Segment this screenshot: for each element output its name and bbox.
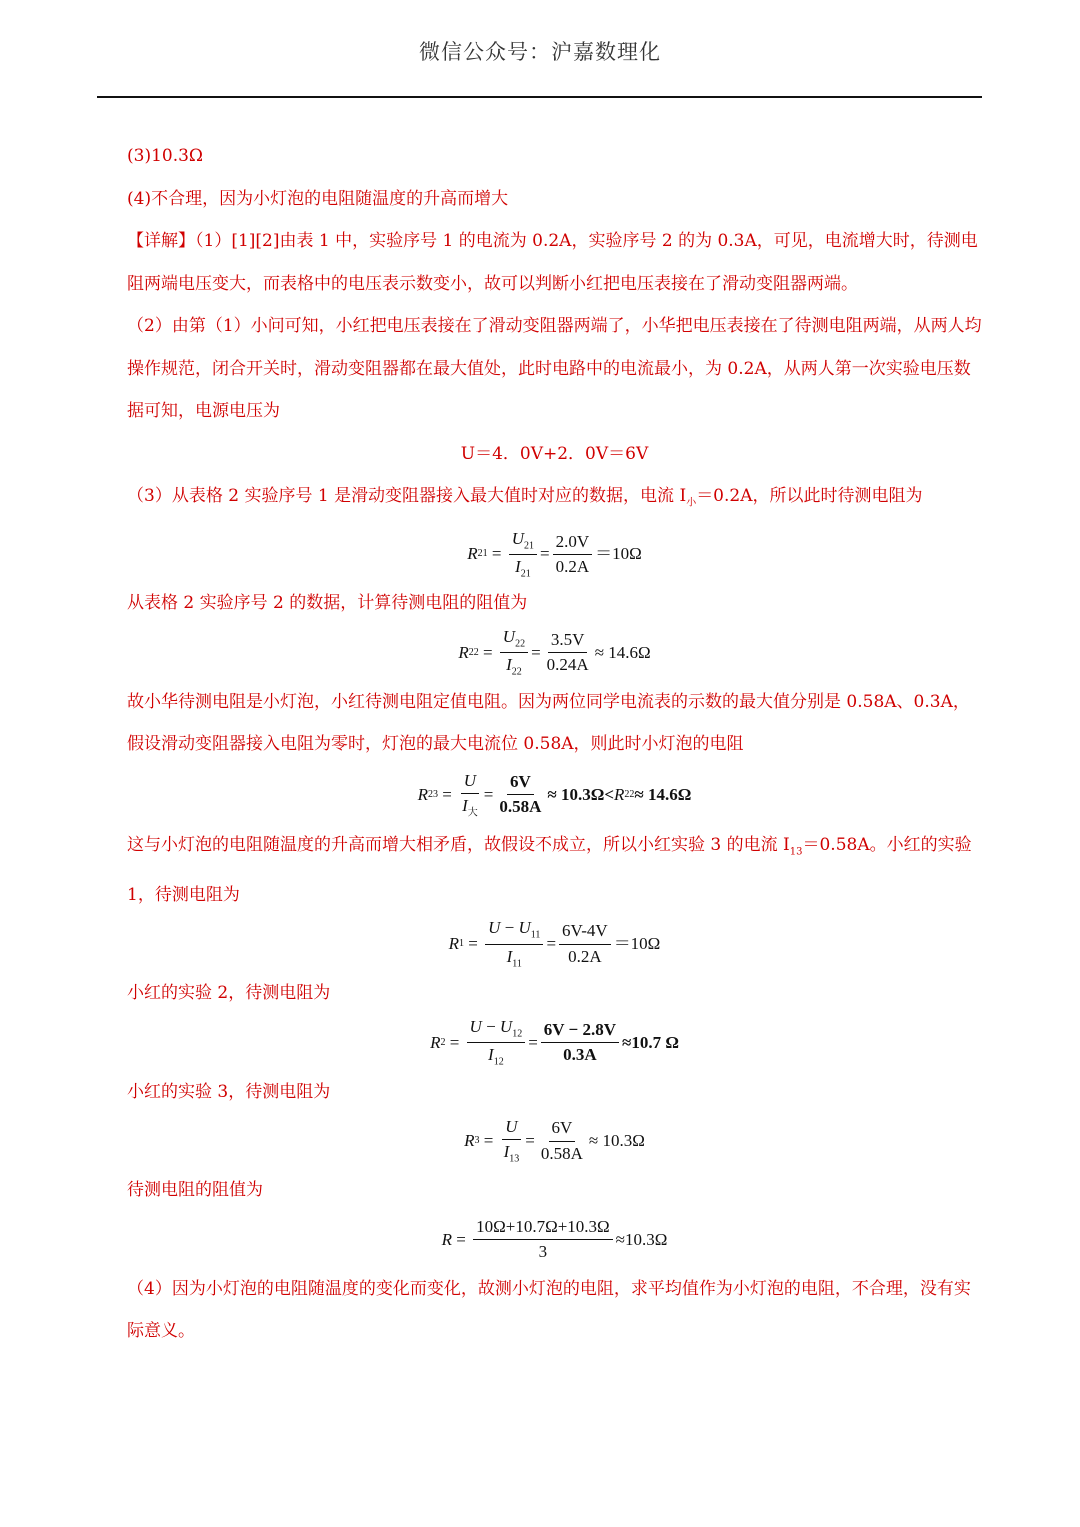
header-divider bbox=[97, 96, 982, 98]
eq-r3-result: ≈ 10.3Ω bbox=[588, 1131, 645, 1151]
detail-part-4: （4）因为小灯泡的电阻随温度的变化而变化，故测小灯泡的电阻，求平均值作为小灯泡的电阻，不合理，没有实际意义。 bbox=[127, 1278, 971, 1342]
eq-r1-frac-symbolic: $\frac{U - U_{11}}{I_{11}}$ bbox=[485, 918, 543, 970]
page-header: 微信公众号：沪嘉数理化 bbox=[419, 40, 661, 64]
equation-r21: R 21 = $\frac{U_{21}}{I_{21}}$ = $\frac{2.0V}{0.2A}$ ＝10Ω bbox=[467, 528, 642, 580]
eq-r21-lhs-sub: 21 bbox=[477, 548, 488, 560]
eq-r22-result: ≈ 14.6Ω bbox=[594, 642, 651, 662]
detail-part-2: （2）由第（1）小问可知，小红把电压表接在了滑动变阻器两端了，小华把电压表接在了待测电阻两端，从两人均操作规范，闭合开关时，滑动变阻器都在最大值处，此时电路中的电流最小，为 0.2A，从两人第一次实验电压数据可知，电源电压为 bbox=[127, 316, 982, 421]
eq-r21-lhs: R bbox=[467, 544, 478, 564]
eq-r2-frac-symbolic: $\frac{U - U_{12}}{I_{12}}$ bbox=[467, 1017, 526, 1069]
detail-part-3a bbox=[127, 475, 982, 525]
eq-r2-result: ≈10.7 Ω bbox=[621, 1032, 679, 1052]
detail-part-3e: 这与小灯泡的电阻随温度的升高而增大相矛盾，故假设不成立，所以小红实验 3 的电流 $I_{13}=0.58A$。小红的实验 1，待测电阻为 bbox=[127, 834, 972, 905]
eq-r2-frac-values: $\frac{6V - 2.8V}{0.3A}$ bbox=[541, 1020, 619, 1066]
detail-part-3h: 待测电阻的阻值为 bbox=[127, 1180, 263, 1201]
eq-r23-frac-symbolic: $\frac{U}{I_大}$ bbox=[462, 770, 478, 819]
detail-3a-sub: 小 bbox=[686, 496, 697, 508]
equation-r22: R 22 = $\frac{U_{22}}{I_{22}}$ = $\frac{3.5V}{0.24A}$ ≈ 14.6Ω bbox=[458, 627, 651, 678]
detail-3a-text: （3）从表格 2 实验序号 1 是滑动变阻器接入最大值时对应的数据，电流 I bbox=[127, 485, 687, 506]
equation-r3: R 3 = $\frac{U}{I_{13}}$ = $\frac{6V}{0.58A}$ ≈ 10.3Ω bbox=[464, 1116, 645, 1165]
eq-r22-frac-values: $\frac{3.5V}{0.24A}$ bbox=[546, 630, 589, 675]
eq-r21-frac-symbolic: $\frac{U_{21}}{I_{21}}$ bbox=[509, 529, 537, 581]
answer-4: (4)不合理，因为小灯泡的电阻随温度的升高而增大 bbox=[127, 188, 509, 209]
eq-r1-result: ＝10Ω bbox=[613, 934, 661, 954]
eq-r21-frac-values: $\frac{2.0V}{0.2A}$ bbox=[553, 532, 593, 578]
detail-tag: 【详解】 bbox=[127, 231, 195, 251]
solution-content bbox=[127, 135, 982, 1353]
eq-r22-frac-symbolic: $\frac{U_{22}}{I_{22}}$ bbox=[500, 627, 528, 679]
eq-r3-frac-symbolic: $\frac{U}{I_{13}}$ bbox=[503, 1116, 520, 1165]
detail-part-1 bbox=[127, 220, 982, 305]
detail-part-3f: 小红的实验 2，待测电阻为 bbox=[127, 983, 331, 1004]
eq-r23-result: ≈ 10.3Ω< bbox=[547, 784, 615, 804]
eq-r21-result: ＝10Ω bbox=[595, 544, 642, 564]
eq-r1-frac-values: $\frac{6V-4V}{0.2A}$ bbox=[559, 921, 611, 967]
equation-r1: R 1 = $\frac{U - U_{11}}{I_{11}}$ = $\frac{6V-4V}{0.2A}$ ＝10Ω bbox=[448, 918, 661, 970]
eq-r3-frac-values: $\frac{6V}{0.58A}$ bbox=[540, 1118, 583, 1163]
detail-part-3c: 从表格 2 实验序号 2 的数据，计算待测电阻的阻值为 bbox=[127, 593, 528, 614]
equation-r-average: R = $\frac{10\Omega+10.7\Omega+10.3\Omega}{3}$ ≈10.3Ω bbox=[441, 1216, 668, 1262]
detail-3b-text: ＝0.2A，所以此时待测电阻为 bbox=[696, 485, 923, 506]
eq-r23-frac-values: $\frac{6V}{0.58A}$ bbox=[499, 772, 542, 817]
detail-1-text: （1）[1][2]由表 1 中，实验序号 1 的电流为 0.2A，实验序号 2 的为 0.3A，可见，电流增大时，待测电阻两端电压变大，而表格中的电压表示数变小，故可以判断小红把电压表接在了滑动变阻器两端。 bbox=[127, 231, 978, 294]
eq-ravg-result: ≈10.3Ω bbox=[615, 1229, 668, 1249]
detail-part-3d: 故小华待测电阻是小灯泡，小红待测电阻定值电阻。因为两位同学电流表的示数的最大值分别是 0.58A、0.3A，假设滑动变阻器接入电阻为零时，灯泡的最大电流位 0.58A，则此时小灯泡的电阻 bbox=[127, 691, 970, 755]
answer-3: (3)10.3Ω bbox=[127, 146, 204, 166]
eq-ravg-frac-values: $\frac{10\Omega+10.7\Omega+10.3\Omega}{3}$ bbox=[473, 1217, 613, 1263]
detail-part-3g: 小红的实验 3，待测电阻为 bbox=[127, 1081, 331, 1102]
equation-r2: R 2 = $\frac{U - U_{12}}{I_{12}}$ = $\frac{6V - 2.8V}{0.3A}$ ≈10.7 Ω bbox=[430, 1016, 679, 1068]
equation-source-voltage: U＝4．0V+2．0V＝6V bbox=[460, 443, 649, 464]
equation-r23: R 23 = $\frac{U}{I_大}$ = $\frac{6V}{0.58A}$ ≈ 10.3Ω< R 22 ≈ 14.6Ω bbox=[417, 770, 692, 819]
